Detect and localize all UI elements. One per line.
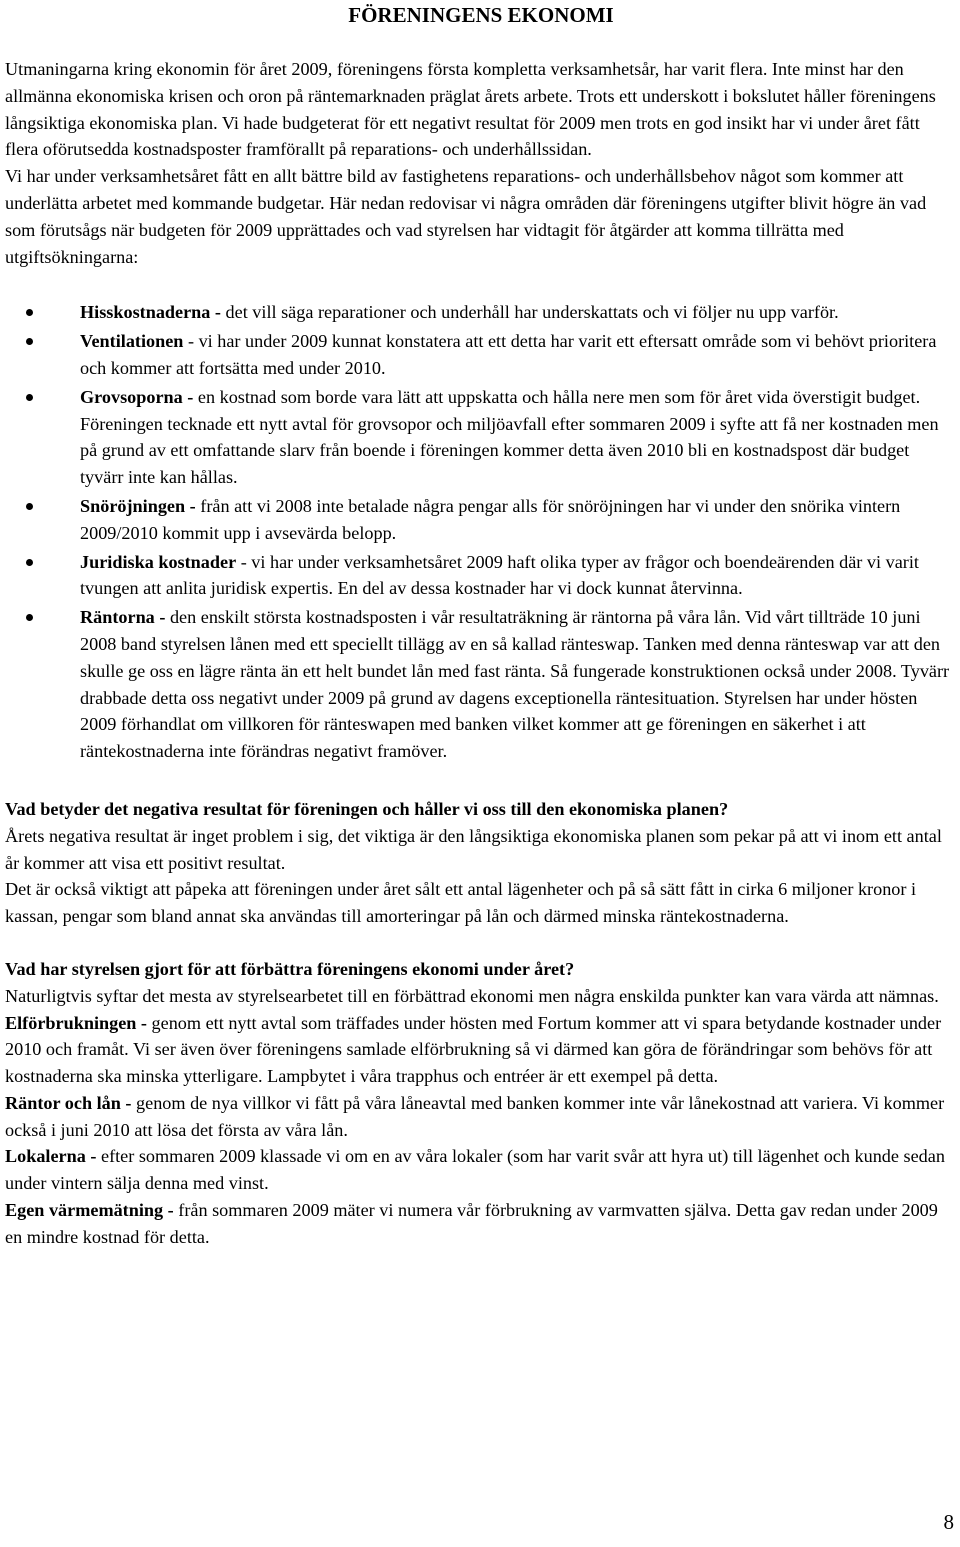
section-item [5,1197,957,1251]
item-term: Grovsoporna - [80,386,194,407]
list-item [5,549,957,603]
item-term: Lokalerna - [5,1146,97,1167]
section-heading: Vad har styrelsen gjort för att förbättra föreningens ekonomi under året? [5,958,575,979]
section-paragraph: Årets negativa resultat är inget problem i sig, det viktiga är den långsiktiga ekonomiska planen som pekar på att vi inom ett antal år kommer att visa ett positivt resultat. [5,825,942,873]
item-term: Ventilationen [80,331,184,352]
item-text: genom de nya villkor vi fått på våra låneavtal med banken kommer inte vår lånekostnad att variera. Vi kommer också i juni 2010 att lösa det första av våra lån. [5,1092,945,1140]
list-item [5,493,957,547]
item-term: Räntor och lån - [5,1092,132,1113]
spacer [5,29,957,56]
section-item [5,1090,957,1144]
item-text: den enskilt största kostnadsposten i vår resultaträkning är räntorna på våra lån. Vid vårt tillträde 10 juni 2008 band styrelsen lånen med ett speciellt tillägg av en så kallad ränteswap. Tanken med denna ränteswap var att den skulle ge oss en lägre ränta än ett helt bundet lån med fast ränta. Så fungerade konstruktionen också under 2008. Tyvärr drabbade detta oss negativt under 2009 på grund av dagens exceptionella räntesituation. Styrelsen har under hösten 2009 förhandlat om villkoren för ränteswapen med banken vilket kommer att ge föreningen en säkerhet i att räntekostnaderna inte förändras negativt framöver. [80,607,950,762]
page-title: FÖRENINGENS EKONOMI [348,3,614,27]
item-text: från att vi 2008 inte betalade några pengar alls för snöröjningen har vi under den snörika vintern 2009/2010 kommit upp i avsevärda belopp. [80,495,901,543]
section-heading: Vad betyder det negativa resultat för föreningen och håller vi oss till den ekonomiska planen? [5,798,729,819]
section-item [5,1010,957,1090]
item-text: genom ett nytt avtal som träffades under hösten med Fortum kommer att vi spara betydande kostnader under 2010 och framåt. Vi ser även över föreningens samlade elförbrukning så vi därmed kan göra de förändringar som behövs för att kostnaderna ska minska ytterligare. Lampbytet i våra trapphus och entréer är ett exempel på detta. [5,1012,942,1087]
item-term: Elförbrukningen - [5,1012,147,1033]
item-term: Juridiska kostnader [80,551,237,572]
document-page [5,0,957,1251]
item-term: Egen värmemätning - [5,1200,174,1221]
bullet-icon [26,394,33,401]
spacer [5,930,957,956]
item-text: från sommaren 2009 mäter vi numera vår förbrukning av varmvatten själva. Detta gav redan under 2009 en mindre kostnad för detta. [5,1200,938,1247]
intro-paragraph-1: Utmaningarna kring ekonomin för året 2009, föreningens första kompletta verksamhetsår, har varit flera. Inte minst har den allmänna ekonomiska krisen och oron på räntemarknaden präglat årets arbete. Trots ett underskott i bokslutet håller föreningens långsiktiga ekonomiska plan. Vi hade budgeterat för ett negativt resultat för 2009 men trots en god insikt har vi under året fått flera oförutsedda kostnadsposter framförallt på reparations- och underhållssidan. [5,59,936,160]
item-term: Hisskostnaderna - [80,302,221,323]
cost-items-list [5,299,957,765]
bullet-icon [26,503,33,510]
item-text: - vi har under verksamhetsåret 2009 haft olika typer av frågor och boendeärenden där vi varit tvungen att anlita juridisk expertis. En del av dessa kostnader har vi dock kunnat återvinna. [80,551,919,599]
item-term: Räntorna - [80,607,166,628]
intro-paragraph-2: Vi har under verksamhetsåret fått en allt bättre bild av fastighetens reparations- och underhållsbehov något som kommer att underlätta arbetet med kommande budgetar. Här nedan redovisar vi några områden där föreningens utgifter blivit högre än vad som förutsågs när budgeten för 2009 upprättades och vad styrelsen har vidtagit för åtgärder att komma tillrätta med utgiftsökningarna: [5,166,927,267]
item-term: Snöröjningen - [80,495,196,516]
item-text: - vi har under 2009 kunnat konstatera att ett detta har varit ett eftersatt område som vi behövt prioritera och kommer att fortsätta med under 2010. [80,331,937,378]
item-text: en kostnad som borde vara lätt att uppskatta och hålla nere men som för året vida överstigit budget. Föreningen tecknade ett nytt avtal för grovsopor och miljöavfall efter sommaren 2009 i syfte att få ner kostnaden men på grund av ett omfattande slarv från boende i föreningen kommer detta även 2010 bli en kostnadspost där budget tyvärr inte kan hållas. [80,386,939,488]
bullet-icon [26,338,33,345]
item-text: det vill säga reparationer och underhåll har underskattats och vi följer nu upp varför. [220,302,839,323]
list-item [5,299,957,326]
spacer [5,767,957,796]
section-paragraph: Det är också viktigt att påpeka att föreningen under året sålt ett antal lägenheter och på så sätt fått in cirka 6 miljoner kronor i kassan, pengar som bland annat ska användas till amorteringar på lån och därmed minska räntekostnaderna. [5,879,917,927]
list-item [5,604,957,765]
section-item [5,1143,957,1197]
item-text: efter sommaren 2009 klassade vi om en av våra lokaler (som har varit svår att hyra ut) till lägenhet och kunde sedan under vintern sälja denna med vinst. [5,1146,945,1194]
bullet-icon [26,309,33,316]
spacer [5,270,957,299]
section-paragraph: Naturligtvis syftar det mesta av styrelsearbetet till en förbättrad ekonomi men några enskilda punkter kan vara värda att nämnas. [5,985,939,1006]
bullet-icon [26,559,33,566]
page-number: 8 [943,1510,954,1534]
bullet-icon [26,614,33,621]
list-item [5,328,957,382]
list-item [5,384,957,491]
